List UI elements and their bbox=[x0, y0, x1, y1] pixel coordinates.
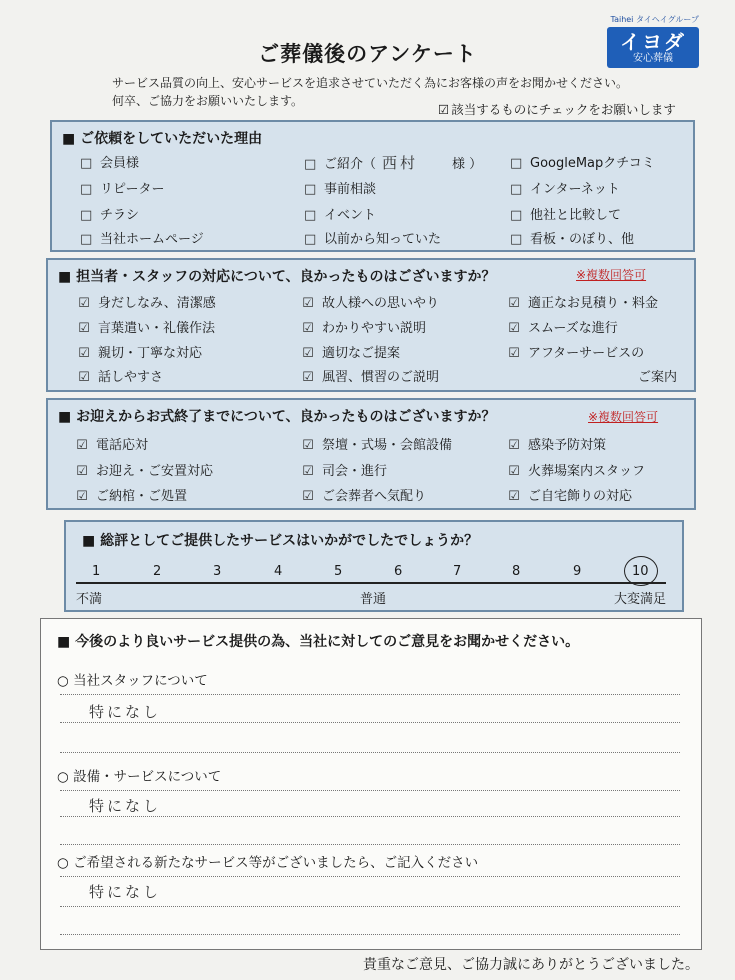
checkbox-checked-icon: ☑ bbox=[508, 438, 520, 453]
checkbox-mc[interactable]: ☑ 司会・進行 bbox=[302, 464, 388, 479]
scale-6[interactable]: 6 bbox=[394, 564, 403, 579]
checkbox-flyer[interactable]: □ チラシ bbox=[80, 208, 140, 223]
write-line bbox=[60, 790, 680, 791]
answer-staff-handwritten[interactable]: 特になし bbox=[89, 703, 162, 721]
checkbox-checked-icon: ☑ bbox=[302, 464, 314, 479]
checkbox-member[interactable]: □ 会員様 bbox=[80, 156, 140, 171]
checkbox-googlemap[interactable]: □ GoogleMapクチコミ bbox=[510, 156, 655, 171]
checkbox-checked-icon: ☑ bbox=[76, 489, 88, 504]
label-very-satisfied: 大変満足 bbox=[614, 592, 667, 607]
section-title: ■ お迎えからお式終了までについて、良かったものはございますか？ bbox=[58, 409, 496, 425]
checkbox-checked-icon: ☑ bbox=[508, 296, 520, 311]
section-overall-rating bbox=[64, 520, 684, 612]
checkbox-checked-icon: ☑ bbox=[508, 489, 520, 504]
page-title: ご葬儀後のアンケート bbox=[258, 42, 477, 66]
checkbox-checked-icon: ☑ bbox=[508, 321, 520, 336]
checkbox-checked-icon: ☑ bbox=[302, 346, 314, 361]
label-dissatisfied: 不満 bbox=[76, 592, 103, 607]
write-line bbox=[60, 694, 680, 695]
checkbox-checked-icon: ☑ bbox=[302, 321, 314, 336]
checkbox-aftercare[interactable]: ☑ アフターサービスの bbox=[508, 346, 645, 361]
checkbox-empty-icon: □ bbox=[80, 208, 93, 223]
thank-you-footer: 貴重なご意見、ご協力誠にありがとうございました。 bbox=[363, 957, 699, 973]
write-line bbox=[60, 752, 680, 753]
section-staff-response bbox=[46, 258, 696, 392]
scale-8[interactable]: 8 bbox=[512, 564, 521, 579]
write-line bbox=[60, 722, 680, 723]
section-title: ■ 総評としてご提供したサービスはいかがでしたでしょうか？ bbox=[82, 533, 479, 549]
scale-7[interactable]: 7 bbox=[453, 564, 462, 579]
section-title: ■ ご依頼をしていただいた理由 bbox=[62, 131, 263, 147]
checkbox-checked-icon: ☑ bbox=[76, 464, 88, 479]
rating-scale-line bbox=[76, 582, 666, 584]
checkbox-repeater[interactable]: □ リピーター bbox=[80, 182, 165, 197]
checkbox-checked-icon: ☑ bbox=[302, 489, 314, 504]
write-line bbox=[60, 844, 680, 845]
write-line bbox=[60, 934, 680, 935]
question-facility: ○ 設備・サービスについて bbox=[57, 769, 222, 785]
checkbox-facility[interactable]: ☑ 祭壇・式場・会館設備 bbox=[302, 438, 453, 453]
scale-4[interactable]: 4 bbox=[274, 564, 283, 579]
checkbox-smooth[interactable]: ☑ スムーズな進行 bbox=[508, 321, 618, 336]
checkbox-checked-icon: ☑ bbox=[76, 438, 88, 453]
checkbox-crematorium[interactable]: ☑ 火葬場案内スタッフ bbox=[508, 464, 646, 479]
checkbox-estimate[interactable]: ☑ 適正なお見積り・料金 bbox=[508, 296, 659, 311]
checkbox-checked-icon: ☑ bbox=[302, 438, 314, 453]
checkbox-consultation[interactable]: □ 事前相談 bbox=[304, 182, 377, 197]
multiple-answers-note: ※複数回答可 bbox=[588, 410, 659, 424]
checkbox-empty-icon: □ bbox=[80, 156, 93, 171]
write-line bbox=[60, 876, 680, 877]
checkbox-empty-icon: □ bbox=[304, 157, 317, 172]
checkbox-compassion[interactable]: ☑ 故人様への思いやり bbox=[302, 296, 440, 311]
scale-3[interactable]: 3 bbox=[213, 564, 222, 579]
write-line bbox=[60, 906, 680, 907]
checkbox-checked-icon: ☑ bbox=[78, 370, 90, 385]
checkmark-icon: ☑ bbox=[438, 102, 450, 117]
checkbox-checked-icon: ☑ bbox=[78, 346, 90, 361]
checkbox-checked-icon: ☑ bbox=[302, 370, 314, 385]
section-request-reason bbox=[50, 120, 695, 252]
logo-brand: Taihei タイヘイグループ bbox=[610, 15, 699, 24]
checkbox-kindness[interactable]: ☑ 親切・丁寧な対応 bbox=[78, 346, 203, 361]
scale-10-selected[interactable]: 10 bbox=[632, 564, 649, 579]
checkbox-proposal[interactable]: ☑ 適切なご提案 bbox=[302, 346, 401, 361]
checkbox-empty-icon: □ bbox=[510, 156, 523, 171]
checkbox-empty-icon: □ bbox=[304, 208, 317, 223]
scale-1[interactable]: 1 bbox=[92, 564, 101, 579]
checkbox-easy-talk[interactable]: ☑ 話しやすさ bbox=[78, 370, 164, 385]
checkbox-checked-icon: ☑ bbox=[78, 296, 90, 311]
checkbox-checked-icon: ☑ bbox=[78, 321, 90, 336]
checkbox-empty-icon: □ bbox=[510, 232, 523, 247]
checkbox-compare[interactable]: □ 他社と比較して bbox=[510, 208, 622, 223]
checkbox-attendees[interactable]: ☑ ご会葬者へ気配り bbox=[302, 489, 427, 504]
checkbox-checked-icon: ☑ bbox=[508, 464, 520, 479]
checkbox-empty-icon: □ bbox=[304, 182, 317, 197]
referral-name-handwritten: 西村 bbox=[382, 154, 419, 172]
check-instruction bbox=[438, 100, 676, 118]
intro-line-1: サービス品質の向上、安心サービスを追求させていただく為にお客様の声をお聞かせください。 bbox=[112, 76, 629, 90]
checkbox-empty-icon: □ bbox=[304, 232, 317, 247]
checkbox-empty-icon: □ bbox=[510, 182, 523, 197]
checkbox-home-decor[interactable]: ☑ ご自宅飾りの対応 bbox=[508, 489, 633, 504]
checkbox-checked-icon: ☑ bbox=[508, 346, 520, 361]
multiple-answers-note: ※複数回答可 bbox=[576, 268, 647, 282]
label-neutral: 普通 bbox=[360, 592, 387, 607]
checkbox-internet[interactable]: □ インターネット bbox=[510, 182, 620, 197]
logo-main: イヨダ bbox=[620, 30, 686, 54]
write-line bbox=[60, 816, 680, 817]
section-title: ■ 今後のより良いサービス提供の為、当社に対してのご意見をお聞かせください。 bbox=[57, 634, 580, 650]
checkbox-infection[interactable]: ☑ 感染予防対策 bbox=[508, 438, 607, 453]
checkbox-signboard[interactable]: □ 看板・のぼり、他 bbox=[510, 232, 635, 247]
checkbox-manners[interactable]: ☑ 言葉遣い・礼儀作法 bbox=[78, 321, 216, 336]
answer-new-services-handwritten[interactable]: 特になし bbox=[89, 883, 162, 901]
checkbox-customs[interactable]: ☑ 風習、慣習のご説明 bbox=[302, 370, 440, 385]
scale-2[interactable]: 2 bbox=[153, 564, 162, 579]
checkbox-checked-icon: ☑ bbox=[302, 296, 314, 311]
intro-line-2: 何卒、ご協力をお願いいたします。 bbox=[112, 94, 304, 108]
checkbox-homepage[interactable]: □ 当社ホームページ bbox=[80, 232, 204, 247]
checkbox-appearance[interactable]: ☑ 身だしなみ、清潔感 bbox=[78, 296, 216, 311]
checkbox-phone[interactable]: ☑ 電話応対 bbox=[76, 438, 149, 453]
answer-facility-handwritten[interactable]: 特になし bbox=[89, 797, 162, 815]
checkbox-clear-explanation[interactable]: ☑ わかりやすい説明 bbox=[302, 321, 427, 336]
checkbox-empty-icon: □ bbox=[510, 208, 523, 223]
checkbox-referral[interactable]: □ ご紹介（ 西村 様 ） bbox=[304, 154, 483, 172]
checkbox-empty-icon: □ bbox=[80, 232, 93, 247]
section-opinions bbox=[40, 618, 702, 950]
question-new-services: ○ ご希望される新たなサービス等がございましたら、ご記入ください bbox=[57, 855, 479, 871]
logo-sub: 安心葬儀 bbox=[633, 53, 673, 64]
scale-9[interactable]: 9 bbox=[573, 564, 582, 579]
aftercare-continued: ご案内 bbox=[638, 370, 678, 385]
checkbox-event[interactable]: □ イベント bbox=[304, 208, 377, 223]
check-instruction-text: 該当するものにチェックをお願いします bbox=[451, 102, 676, 117]
question-staff: ○ 当社スタッフについて bbox=[57, 673, 208, 689]
checkbox-pickup[interactable]: ☑ お迎え・ご安置対応 bbox=[76, 464, 214, 479]
checkbox-empty-icon: □ bbox=[80, 182, 93, 197]
section-title: ■ 担当者・スタッフの対応について、良かったものはございますか？ bbox=[58, 269, 496, 285]
section-ceremony bbox=[46, 398, 696, 510]
checkbox-known[interactable]: □ 以前から知っていた bbox=[304, 232, 442, 247]
scale-5[interactable]: 5 bbox=[334, 564, 343, 579]
checkbox-encoffining[interactable]: ☑ ご納棺・ご処置 bbox=[76, 489, 188, 504]
